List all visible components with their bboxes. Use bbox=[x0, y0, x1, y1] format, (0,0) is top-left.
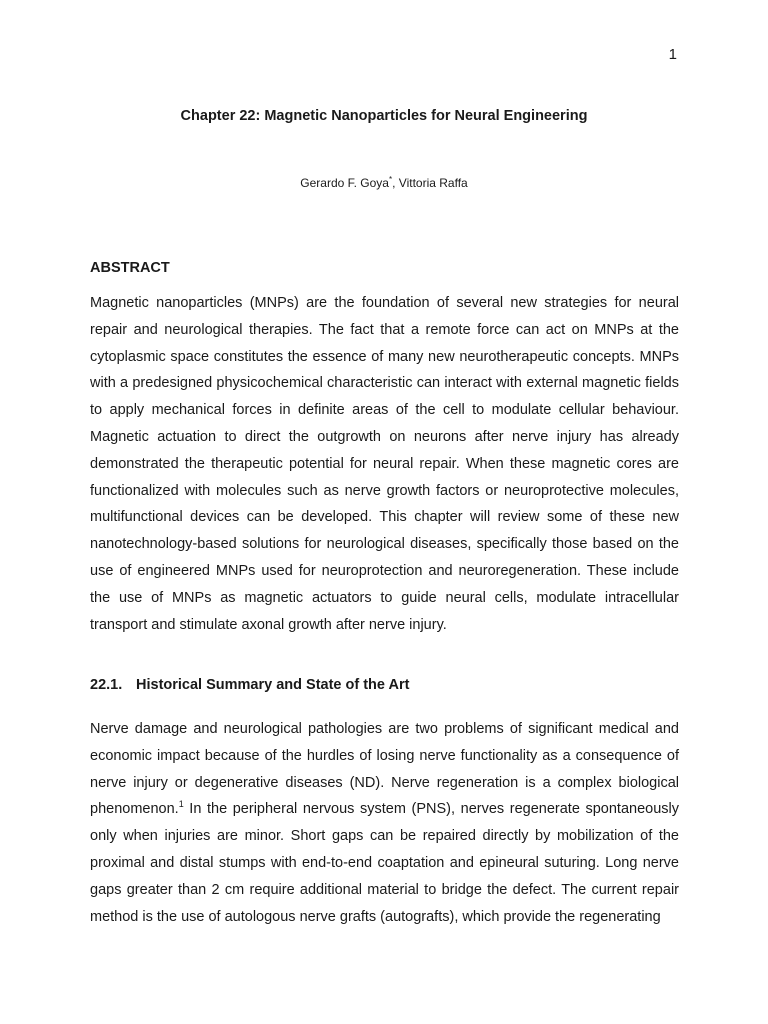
abstract-heading: ABSTRACT bbox=[90, 260, 170, 276]
paragraph-text: In the peripheral nervous system (PNS), nerves regenerate spontaneously only when injuries are minor. Short gaps can be repaired directly by mobilization of the proximal and distal stumps with end-to-end coaptation and epineural suturing. Long nerve gaps greater than 2 cm require additional material to bridge the defect. The current repair method is the use of autologous nerve grafts (autografts), which provide the regenerating bbox=[90, 801, 679, 925]
reference-mark: 1 bbox=[178, 799, 184, 810]
corresponding-author-mark: * bbox=[388, 175, 393, 184]
section-title: Historical Summary and State of the Art bbox=[136, 677, 410, 693]
section-heading bbox=[90, 677, 409, 693]
author-name: , Vittoria Raffa bbox=[392, 176, 468, 190]
section-paragraph bbox=[90, 716, 679, 930]
page-number: 1 bbox=[668, 46, 677, 63]
author-name: Gerardo F. Goya bbox=[300, 176, 389, 190]
author-list bbox=[0, 176, 768, 190]
paragraph-text: Nerve damage and neurological pathologies are two problems of significant medical and economic impact because of the hurdles of losing nerve functionality as a consequence of nerve injury or degenerative diseases (ND). Nerve regeneration is a complex biological phenomenon. bbox=[90, 721, 679, 818]
chapter-title: Chapter 22: Magnetic Nanoparticles for Neural Engineering bbox=[180, 108, 588, 124]
section-number: 22.1. bbox=[90, 677, 123, 693]
abstract-paragraph: Magnetic nanoparticles (MNPs) are the foundation of several new strategies for neural repair and neurological therapies. The fact that a remote force can act on MNPs at the cytoplasmic space constitutes the essence of many new neurotherapeutic concepts. MNPs with a predesigned physicochemical characteristic can interact with external magnetic fields to apply mechanical forces in definite areas of the cell to modulate cellular behaviour. Magnetic actuation to direct the outgrowth on neurons after nerve injury has already demonstrated the therapeutic potential for neural repair. When these magnetic cores are functionalized with molecules such as nerve growth factors or neuroprotective molecules, multifunctional devices can be developed. This chapter will review some of these new nanotechnology-based solutions for neurological diseases, specifically those based on the use of engineered MNPs used for neuroprotection and neuroregeneration. These include the use of MNPs as magnetic actuators to guide neural cells, modulate intracellular transport and stimulate axonal growth after nerve injury. bbox=[90, 295, 679, 633]
